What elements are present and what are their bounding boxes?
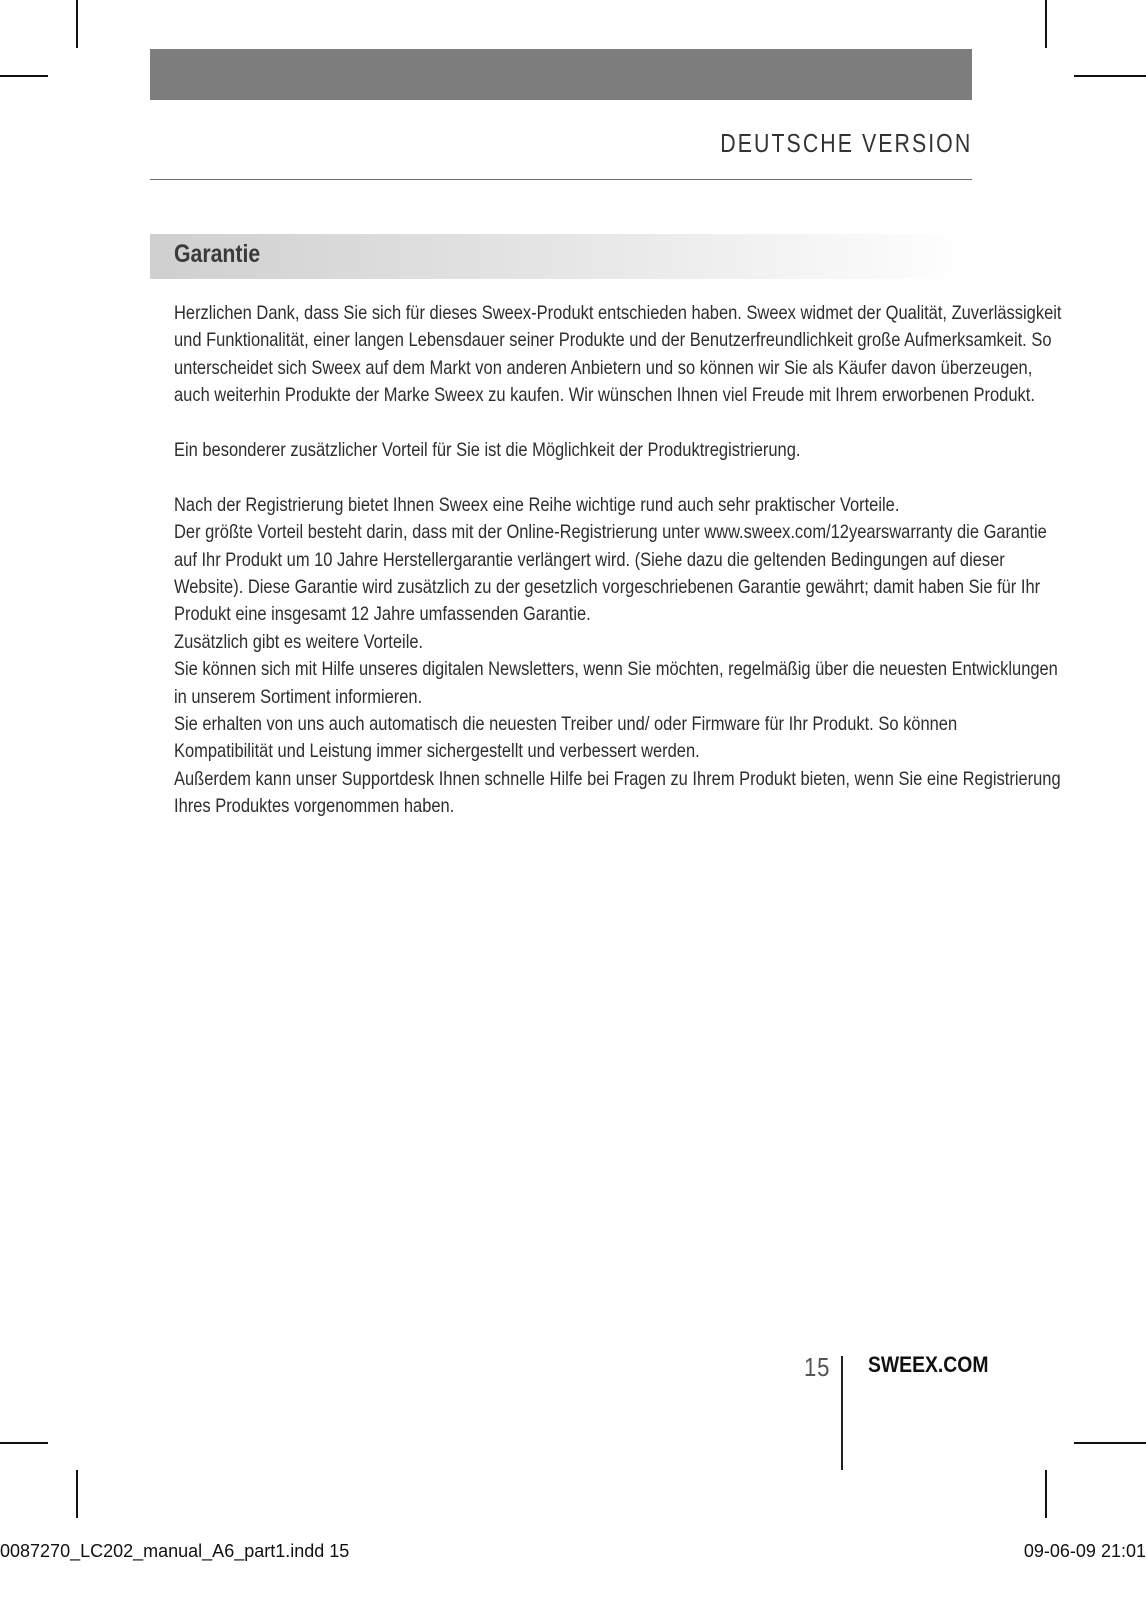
text-line: Nach der Registrierung bietet Ihnen Sweex eine Reihe wichtige rund auch sehr praktischer Vorteile. [174,493,900,516]
text-line: Ein besonderer zusätzlicher Vorteil für Sie ist die Möglichkeit der Produktregistrierung. [174,439,801,462]
text-line: Der größte Vorteil besteht darin, dass mit der Online-Registrierung unter www.sweex.com/12yearswarranty die Garantie [174,521,1047,544]
section-heading-band [150,234,972,279]
text-line: Zusätzlich gibt es weitere Vorteile. [174,630,424,653]
crop-mark-bottom-left-vertical [76,1470,78,1518]
brand-url: SWEEX.COM [868,1352,989,1377]
print-slug-timestamp: 09-06-09 21:01 [1023,1541,1146,1561]
paragraph-intro [174,300,1062,410]
language-header: DEUTSCHE VERSION [720,128,972,158]
crop-mark-top-left-horizontal [0,75,48,77]
paragraph-gap [174,464,968,491]
crop-mark-bottom-left-horizontal [0,1442,48,1444]
crop-mark-bottom-right-vertical [1045,1470,1047,1518]
page-number: 15 [804,1352,831,1382]
text-line: Website). Diese Garantie wird zusätzlich zu der gesetzlich vorgeschriebenen Garantie gewährt; damit haben Sie für Ihr [174,576,1041,599]
text-line: und Funktionalität, einer langen Lebensdauer seiner Produkte und der Benutzerfreundlichkeit große Aufmerksamkeit. So [174,329,1052,352]
text-line: Produkt eine insgesamt 12 Jahre umfassenden Garantie. [174,603,591,626]
paragraph-gap [174,410,968,437]
text-line: Ihres Produktes vorgenommen haben. [174,795,455,818]
crop-mark-top-right-horizontal [1074,75,1146,77]
header-rule [150,179,972,180]
text-line: unterscheidet sich Sweex auf dem Markt von anderen Anbietern und so können wir Sie als Käufer davon überzeugen, [174,356,1033,379]
paragraph-registration [174,437,968,464]
crop-mark-top-left-vertical [76,0,78,48]
text-line: in unserem Sortiment informieren. [174,685,423,708]
top-gray-bar [150,49,972,100]
paragraph-benefits [174,492,1061,821]
body-text [174,300,1062,821]
print-slug-file: 0087270_LC202_manual_A6_part1.indd 15 [0,1541,350,1561]
text-line: Sie erhalten von uns auch automatisch die neuesten Treiber und/ oder Firmware für Ihr Produkt. So können [174,713,958,736]
footer-divider [841,1356,843,1470]
text-line: auch weiterhin Produkte der Marke Sweex zu kaufen. Wir wünschen Ihnen viel Freude mit Ihrem erworbenen Produkt. [174,384,1035,407]
text-line: Außerdem kann unser Supportdesk Ihnen schnelle Hilfe bei Fragen zu Ihrem Produkt bieten, wenn Sie eine Registrierung [174,767,1061,790]
text-line: auf Ihr Produkt um 10 Jahre Herstellergarantie verlängert wird. (Siehe dazu die geltenden Bedingungen auf dieser [174,548,1005,571]
section-title: Garantie [174,240,261,268]
crop-mark-bottom-right-horizontal [1074,1442,1146,1444]
text-line: Kompatibilität und Leistung immer sichergestellt und verbessert werden. [174,740,700,763]
crop-mark-top-right-vertical [1045,0,1047,48]
text-line: Sie können sich mit Hilfe unseres digitalen Newsletters, wenn Sie möchten, regelmäßig über die neuesten Entwicklungen [174,658,1058,681]
text-line: Herzlichen Dank, dass Sie sich für dieses Sweex-Produkt entschieden haben. Sweex widmet der Qualität, Zuverlässigkeit [174,302,1062,324]
